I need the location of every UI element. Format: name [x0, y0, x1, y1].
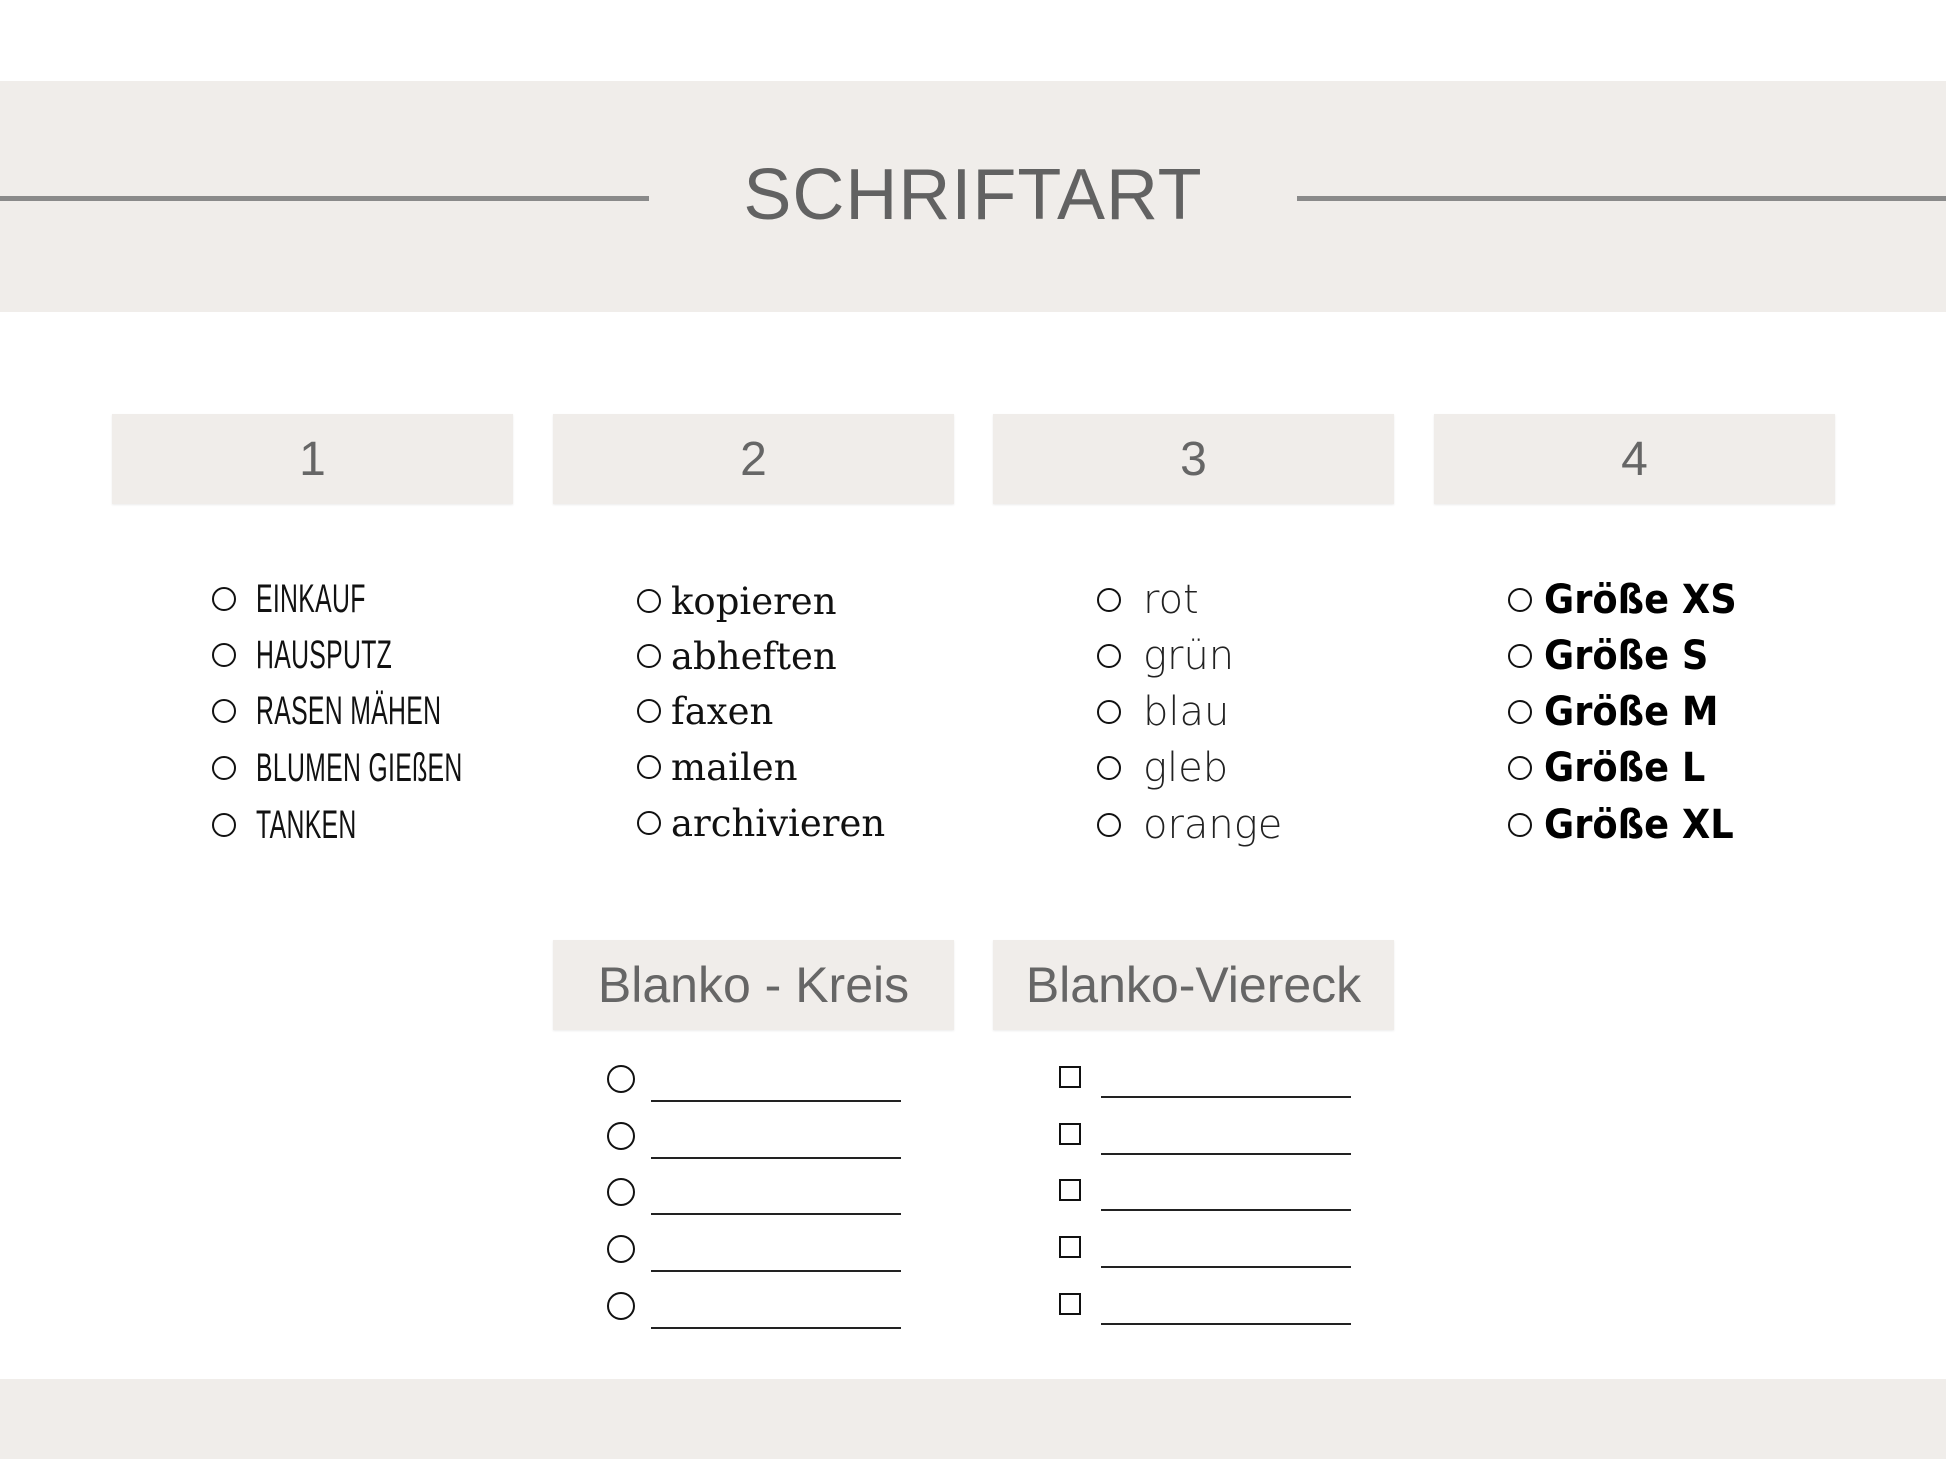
write-in-line[interactable] — [651, 1327, 901, 1329]
checkbox-icon[interactable] — [1059, 1236, 1081, 1258]
radio-icon[interactable] — [212, 643, 236, 667]
blank-circle-row[interactable] — [607, 1064, 901, 1094]
list-item[interactable] — [212, 801, 418, 849]
list-item[interactable] — [1508, 800, 1750, 850]
list-item[interactable] — [637, 632, 837, 680]
list-item[interactable] — [1508, 743, 1719, 793]
item-label: BLUMEN GIEßEN — [256, 745, 463, 790]
item-label: HAUSPUTZ — [256, 632, 393, 677]
list-item[interactable] — [1097, 800, 1282, 850]
item-label: mailen — [671, 745, 798, 789]
write-in-line[interactable] — [1101, 1209, 1351, 1211]
header-rule-right — [1297, 196, 1946, 201]
page-title: SCHRIFTART — [743, 155, 1203, 235]
radio-icon[interactable] — [1508, 813, 1532, 837]
column-heading-2: 2 — [553, 414, 954, 504]
item-label: blau — [1143, 689, 1230, 735]
write-in-line[interactable] — [651, 1213, 901, 1215]
blank-circle-row[interactable] — [607, 1177, 901, 1207]
radio-icon[interactable] — [637, 644, 661, 668]
item-label: kopieren — [671, 579, 837, 623]
radio-icon[interactable] — [637, 699, 661, 723]
list-item[interactable] — [1097, 631, 1234, 681]
list-item[interactable] — [637, 799, 885, 847]
item-label: Größe S — [1544, 633, 1709, 679]
list-item[interactable] — [212, 687, 555, 735]
item-label: Größe M — [1544, 689, 1719, 735]
item-label: RASEN MÄHEN — [256, 688, 442, 733]
write-in-line[interactable] — [651, 1270, 901, 1272]
list-item[interactable] — [1508, 687, 1734, 737]
item-label: TANKEN — [256, 802, 357, 847]
footer-band — [0, 1379, 1946, 1459]
item-label: gleb — [1143, 745, 1229, 791]
radio-icon[interactable] — [212, 813, 236, 837]
radio-icon[interactable] — [1097, 588, 1121, 612]
radio-icon[interactable] — [212, 587, 236, 611]
checkbox-icon[interactable] — [1059, 1123, 1081, 1145]
list-item[interactable] — [212, 744, 589, 792]
item-label: Größe XS — [1544, 577, 1737, 623]
radio-icon[interactable] — [212, 756, 236, 780]
radio-icon[interactable] — [1097, 700, 1121, 724]
item-label: Größe XL — [1544, 802, 1734, 848]
column-heading-4: 4 — [1434, 414, 1835, 504]
checkbox-icon[interactable] — [1059, 1293, 1081, 1315]
write-in-line[interactable] — [1101, 1096, 1351, 1098]
item-label: archivieren — [671, 801, 886, 845]
radio-icon[interactable] — [607, 1292, 635, 1320]
blank-square-heading: Blanko-Viereck — [993, 940, 1394, 1030]
radio-icon[interactable] — [1097, 644, 1121, 668]
radio-icon[interactable] — [607, 1122, 635, 1150]
radio-icon[interactable] — [212, 699, 236, 723]
radio-icon[interactable] — [1097, 813, 1121, 837]
list-item[interactable] — [1508, 631, 1723, 681]
radio-icon[interactable] — [637, 755, 661, 779]
radio-icon[interactable] — [1508, 644, 1532, 668]
list-item[interactable] — [1097, 687, 1229, 737]
blank-circle-row[interactable] — [607, 1291, 901, 1321]
radio-icon[interactable] — [607, 1178, 635, 1206]
radio-icon[interactable] — [1508, 588, 1532, 612]
header-rule-left — [0, 196, 649, 201]
column-heading-1: 1 — [112, 414, 513, 504]
checkbox-icon[interactable] — [1059, 1066, 1081, 1088]
list-item[interactable] — [212, 575, 433, 623]
item-label: grün — [1143, 633, 1235, 679]
list-item[interactable] — [1097, 575, 1199, 625]
radio-icon[interactable] — [1508, 700, 1532, 724]
item-label: orange — [1143, 802, 1283, 848]
checkbox-icon[interactable] — [1059, 1179, 1081, 1201]
write-in-line[interactable] — [1101, 1266, 1351, 1268]
list-item[interactable] — [1097, 743, 1228, 793]
blank-circle-row[interactable] — [607, 1234, 901, 1264]
item-label: faxen — [671, 689, 774, 733]
write-in-line[interactable] — [651, 1100, 901, 1102]
blank-square-row[interactable] — [1059, 1291, 1351, 1317]
radio-icon[interactable] — [1508, 756, 1532, 780]
list-item[interactable] — [1508, 575, 1754, 625]
column-heading-3: 3 — [993, 414, 1394, 504]
blank-circle-heading: Blanko - Kreis — [553, 940, 954, 1030]
list-item[interactable] — [637, 577, 837, 625]
radio-icon[interactable] — [637, 811, 661, 835]
item-label: Größe L — [1544, 745, 1706, 791]
blank-square-row[interactable] — [1059, 1121, 1351, 1147]
write-in-line[interactable] — [651, 1157, 901, 1159]
radio-icon[interactable] — [607, 1065, 635, 1093]
radio-icon[interactable] — [607, 1235, 635, 1263]
radio-icon[interactable] — [637, 589, 661, 613]
blank-square-row[interactable] — [1059, 1064, 1351, 1090]
item-label: rot — [1143, 577, 1199, 623]
blank-circle-row[interactable] — [607, 1121, 901, 1151]
blank-square-row[interactable] — [1059, 1177, 1351, 1203]
item-label: EINKAUF — [256, 576, 366, 621]
list-item[interactable] — [637, 687, 773, 735]
write-in-line[interactable] — [1101, 1153, 1351, 1155]
list-item[interactable] — [637, 743, 798, 791]
item-label: abheften — [671, 634, 837, 678]
write-in-line[interactable] — [1101, 1323, 1351, 1325]
blank-square-row[interactable] — [1059, 1234, 1351, 1260]
radio-icon[interactable] — [1097, 756, 1121, 780]
list-item[interactable] — [212, 631, 476, 679]
